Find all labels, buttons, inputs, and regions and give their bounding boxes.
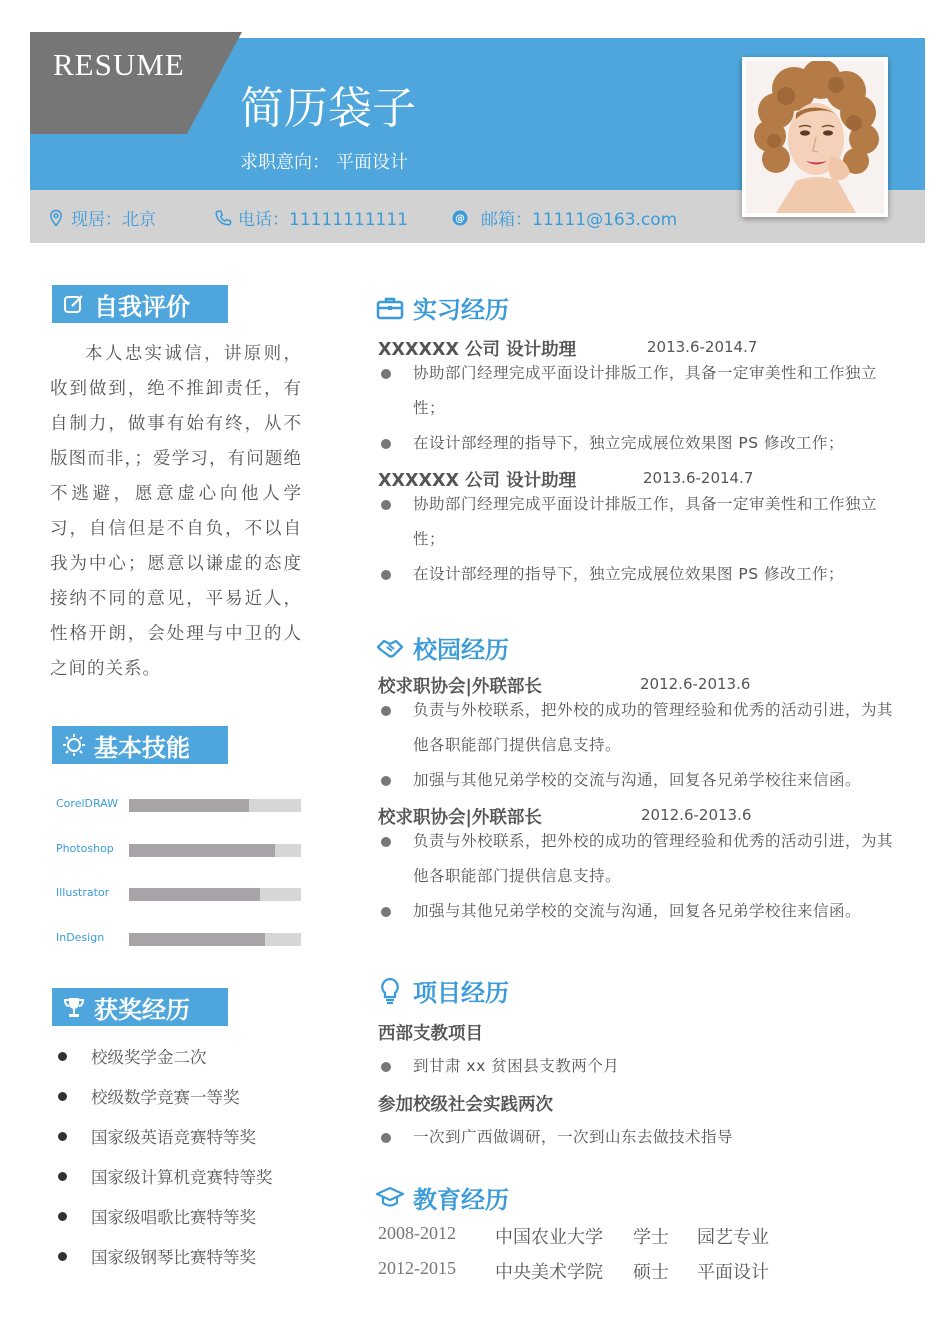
at-sign-icon (451, 209, 469, 227)
job-bullet-text: 协助部门经理完成平面设计排版工作，具备一定审美性和工作独立性； (413, 495, 878, 548)
award-text: 国家级英语竞赛特等奖 (91, 1128, 256, 1147)
bullet-dot (58, 1252, 67, 1261)
skill-row (56, 842, 301, 858)
job-bullet (378, 824, 903, 894)
job-bullet (378, 356, 903, 426)
lightbulb-icon (375, 976, 405, 1006)
trophy-icon (62, 995, 86, 1019)
education-row (378, 1258, 769, 1284)
education-degree: 硕士 (633, 1262, 669, 1283)
sun-icon (62, 733, 86, 757)
skills-title: 基本技能 (94, 733, 190, 762)
job-bullet-text: 负责与外校联系，把外校的成功的管理经验和优秀的活动引进，为其他各职能部门提供信息支持。 (413, 832, 894, 885)
education-major: 平面设计 (697, 1262, 769, 1283)
bullet-dot (381, 706, 391, 716)
bullet-dot (58, 1092, 67, 1101)
location-text: 现居：北京 (71, 210, 156, 230)
skill-name: Illustrator (56, 886, 110, 899)
portrait-image (746, 61, 884, 213)
education-years: 2012-2015 (378, 1258, 456, 1278)
project-bullet-text: 到甘肃 xx 贫困县支教两个月 (413, 1057, 620, 1075)
section-projects-header (375, 973, 509, 1008)
email-text[interactable]: 邮箱：11111@163.com (481, 210, 678, 230)
award-item (58, 1204, 256, 1228)
bullet-dot (58, 1052, 67, 1061)
job-bullet-text: 加强与其他兄弟学校的交流与沟通，回复各兄弟学校往来信函。 (413, 771, 862, 789)
job-title: 校求职协会|外联部长 (378, 808, 542, 828)
handshake-icon (375, 633, 405, 663)
award-text: 国家级钢琴比赛特等奖 (91, 1248, 256, 1267)
skill-row (56, 886, 301, 902)
edit-icon (62, 292, 86, 316)
award-item (58, 1124, 256, 1148)
education-major: 园艺专业 (697, 1227, 769, 1248)
project-title: 参加校级社会实践两次 (378, 1095, 553, 1115)
job-bullet-text: 在设计部经理的指导下，独立完成展位效果图 PS 修改工作； (413, 434, 845, 452)
job-date: 2012.6-2013.6 (641, 806, 752, 824)
job-bullet-text: 负责与外校联系，把外校的成功的管理经验和优秀的活动引进，为其他各职能部门提供信息支持。 (413, 701, 894, 754)
bullet-dot (381, 369, 391, 379)
svg-text:@: @ (455, 212, 465, 224)
resume-label: RESUME (53, 47, 185, 82)
award-item (58, 1164, 273, 1188)
bullet-dot (381, 1062, 391, 1072)
internship-title: 实习经历 (413, 296, 509, 324)
skill-bar-track (129, 799, 301, 812)
award-text: 校级数学竞赛一等奖 (91, 1088, 240, 1107)
skill-bar-fill (129, 799, 249, 812)
award-text: 国家级计算机竞赛特等奖 (91, 1168, 273, 1187)
job-intent-label: 求职意向： (240, 152, 330, 173)
contact-location (47, 205, 156, 230)
skill-bar-track (129, 933, 301, 946)
bullet-dot (58, 1172, 67, 1181)
profile-photo (742, 57, 888, 217)
location-pin-icon (47, 209, 65, 227)
job-date: 2012.6-2013.6 (640, 675, 751, 693)
skill-name: InDesign (56, 931, 105, 944)
campus-title: 校园经历 (413, 636, 509, 664)
education-school: 中国农业大学 (495, 1227, 603, 1248)
education-row (378, 1223, 769, 1249)
phone-text: 电话：11111111111 (238, 210, 408, 230)
job-bullet (378, 557, 903, 592)
section-self-eval-header (52, 285, 228, 323)
contact-email (451, 205, 677, 230)
projects-title: 项目经历 (413, 979, 509, 1007)
job-bullet (378, 426, 903, 461)
self-eval-text: 本人忠实诚信，讲原则，收到做到，绝不推卸责任，有自制力，做事有始有终，从不版图而非，；爱学习，有问题绝不逃避，愿意虚心向他人学习，自信但是不自负，不以自我为中心；愿意以谦虚的态度接纳不同的意见，平易近人，性格开朗，会处理与中卫的人之间的关系。 (50, 344, 302, 679)
job-title: XXXXXX 公司 设计助理 (378, 340, 577, 360)
skill-name: Photoshop (56, 842, 114, 855)
education-title: 教育经历 (413, 1186, 509, 1214)
skill-bar-track (129, 844, 301, 857)
skill-row (56, 797, 301, 813)
skill-name: CorelDRAW (56, 797, 118, 810)
project-bullet-text: 一次到广西做调研，一次到山东去做技术指导 (413, 1128, 734, 1146)
job-date: 2013.6-2014.7 (647, 338, 758, 356)
project-title: 西部支教项目 (378, 1024, 483, 1044)
award-text: 国家级唱歌比赛特等奖 (91, 1208, 256, 1227)
candidate-name: 简历袋子 (240, 83, 416, 134)
bullet-dot (381, 776, 391, 786)
job-title: 校求职协会|外联部长 (378, 677, 542, 697)
job-date: 2013.6-2014.7 (643, 469, 754, 487)
bullet-dot (381, 500, 391, 510)
section-awards-header (52, 988, 228, 1026)
section-internship-header (375, 290, 509, 325)
award-text: 校级奖学金二次 (91, 1048, 207, 1067)
skill-bar-track (129, 888, 301, 901)
phone-icon (214, 209, 232, 227)
project-bullet (378, 1049, 903, 1084)
bullet-dot (58, 1212, 67, 1221)
bullet-dot (381, 570, 391, 580)
job-bullet (378, 763, 903, 798)
skill-row (56, 931, 301, 947)
awards-title: 获奖经历 (94, 995, 190, 1024)
project-bullet (378, 1120, 903, 1155)
section-skills-header (52, 726, 228, 764)
job-bullet (378, 894, 903, 929)
job-bullet (378, 693, 903, 763)
section-education-header (375, 1180, 509, 1215)
section-campus-header (375, 630, 509, 665)
award-item (58, 1044, 207, 1068)
education-school: 中央美术学院 (495, 1262, 603, 1283)
job-intent-value: 平面设计 (336, 152, 408, 173)
bullet-dot (381, 1133, 391, 1143)
job-bullet-text: 协助部门经理完成平面设计排版工作，具备一定审美性和工作独立性； (413, 364, 878, 417)
job-title: XXXXXX 公司 设计助理 (378, 471, 577, 491)
graduation-cap-icon (375, 1183, 405, 1213)
briefcase-icon (375, 293, 405, 323)
job-bullet-text: 在设计部经理的指导下，独立完成展位效果图 PS 修改工作； (413, 565, 845, 583)
skill-bar-fill (129, 844, 275, 857)
award-item (58, 1244, 256, 1268)
self-eval-title: 自我评价 (94, 292, 190, 321)
education-years: 2008-2012 (378, 1223, 456, 1243)
award-item (58, 1084, 240, 1108)
skill-bar-fill (129, 888, 260, 901)
bullet-dot (381, 907, 391, 917)
bullet-dot (58, 1132, 67, 1141)
job-intent (240, 148, 414, 174)
education-degree: 学士 (633, 1227, 669, 1248)
job-bullet (378, 487, 903, 557)
bullet-dot (381, 439, 391, 449)
contact-phone (214, 205, 408, 230)
job-bullet-text: 加强与其他兄弟学校的交流与沟通，回复各兄弟学校往来信函。 (413, 902, 862, 920)
bullet-dot (381, 837, 391, 847)
skill-bar-fill (129, 933, 265, 946)
